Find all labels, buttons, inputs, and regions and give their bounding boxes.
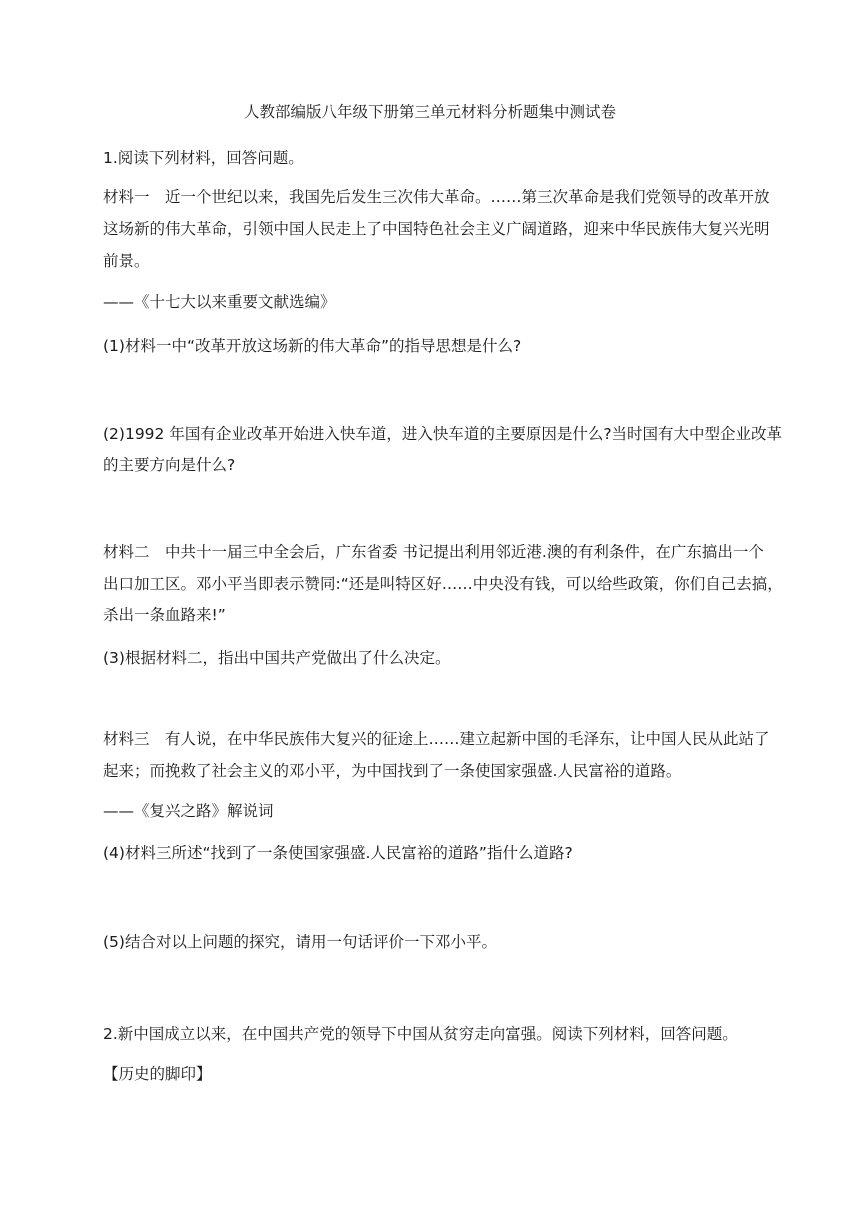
sub-question-2-line-1: (2)1992 年国有企业改革开始进入快车道，进入快车道的主要原因是什么?当时国有大中型企业改革 [103, 425, 783, 443]
sub-question-2-line-2: 的主要方向是什么? [103, 456, 236, 474]
section-heading-history: 【历史的脚印】 [103, 1065, 212, 1083]
material-1-line-1: 材料一 近一个世纪以来，我国先后发生三次伟大革命。……第三次革命是我们党领导的改革开放 [103, 188, 770, 206]
material-3-source: ——《复兴之路》解说词 [103, 802, 274, 820]
material-2-line-2: 出口加工区。邓小平当即表示赞同:“还是叫特区好……中央没有钱，可以给些政策，你们自己去搞， [103, 575, 783, 593]
sub-question-3: (3)根据材料二，指出中国共产党做出了什么决定。 [103, 649, 451, 667]
material-1-source: ——《十七大以来重要文献选编》 [103, 293, 336, 311]
material-1-line-2: 这场新的伟大革命，引领中国人民走上了中国特色社会主义广阔道路，迎来中华民族伟大复兴光明 [103, 220, 770, 238]
question-2-intro: 2.新中国成立以来，在中国共产党的领导下中国从贫穷走向富强。阅读下列材料，回答问题。 [103, 1025, 738, 1043]
document-title: 人教部编版八年级下册第三单元材料分析题集中测试卷 [243, 103, 616, 121]
material-2-line-3: 杀出一条血路来!” [103, 606, 226, 624]
material-3-line-1: 材料三 有人说，在中华民族伟大复兴的征途上……建立起新中国的毛泽东，让中国人民从此站了 [103, 730, 770, 748]
question-1-intro: 1.阅读下列材料，回答问题。 [103, 149, 304, 167]
sub-question-1: (1)材料一中“改革开放这场新的伟大革命”的指导思想是什么? [103, 337, 522, 355]
sub-question-5: (5)结合对以上问题的探究，请用一句话评价一下邓小平。 [103, 933, 497, 951]
material-3-line-2: 起来；而挽救了社会主义的邓小平，为中国找到了一条使国家强盛.人民富裕的道路。 [103, 762, 682, 780]
material-1-line-3: 前景。 [103, 252, 150, 270]
material-2-line-1: 材料二 中共十一届三中全会后，广东省委 书记提出利用邻近港.澳的有利条件，在广东搞出一个 [103, 543, 764, 561]
sub-question-4: (4)材料三所述“找到了一条使国家强盛.人民富裕的道路”指什么道路? [103, 844, 573, 862]
